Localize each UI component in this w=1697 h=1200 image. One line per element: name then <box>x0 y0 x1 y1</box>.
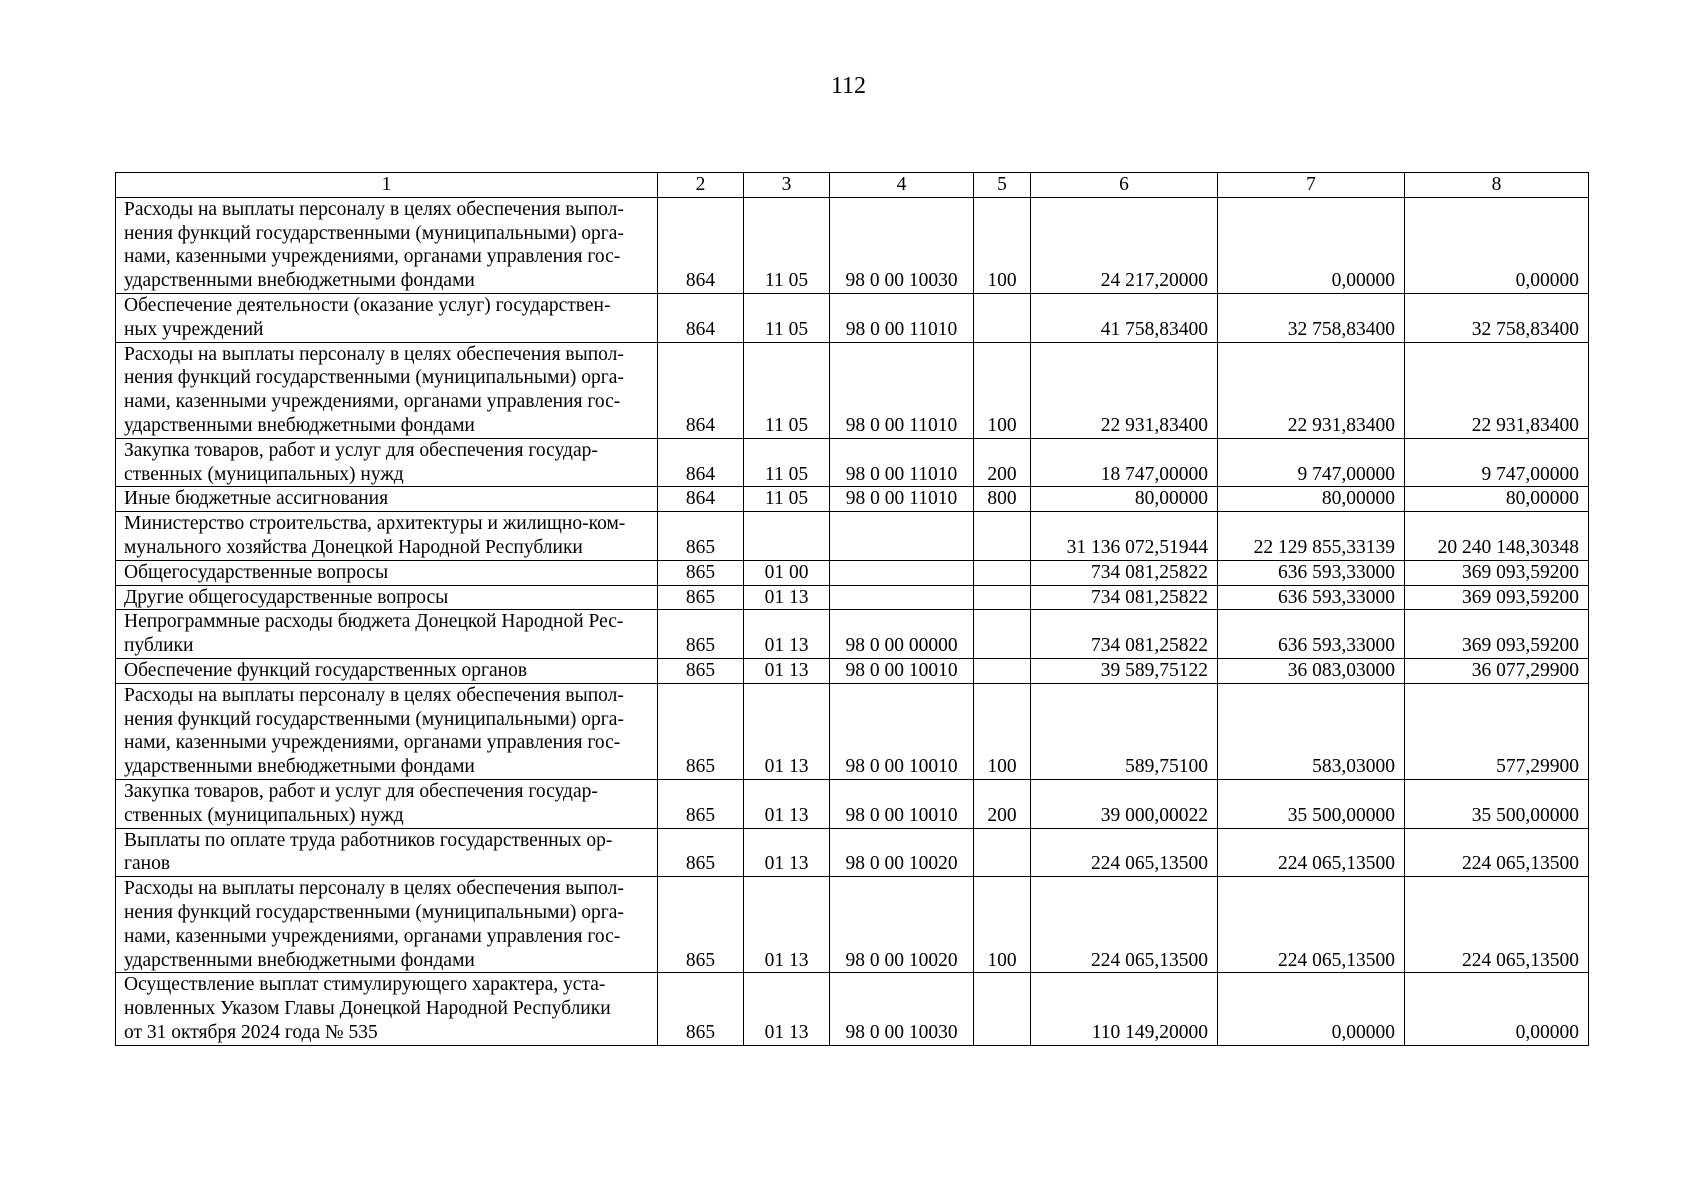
cell-col-3: 11 05 <box>744 197 830 293</box>
cell-col-6: 224 065,13500 <box>1031 877 1218 973</box>
cell-col-7: 224 065,13500 <box>1218 877 1405 973</box>
table-row <box>116 585 1589 610</box>
cell-description <box>116 585 658 610</box>
cell-col-6: 734 081,25822 <box>1031 585 1218 610</box>
cell-col-7: 22 129 855,33139 <box>1218 512 1405 561</box>
cell-col-7: 636 593,33000 <box>1218 585 1405 610</box>
cell-col-5 <box>974 560 1031 585</box>
cell-col-3: 01 13 <box>744 658 830 683</box>
description-line: ударственными внебюджетными фондами <box>124 756 475 778</box>
description-line: Обеспечение функций государственных органов <box>124 659 528 681</box>
description-line: Осуществление выплат стимулирующего характера, уста- <box>124 974 606 996</box>
cell-col-3: 11 05 <box>744 342 830 438</box>
cell-col-4: 98 0 00 10010 <box>830 683 974 779</box>
table-body <box>116 197 1589 1045</box>
cell-description <box>116 293 658 342</box>
cell-col-5: 100 <box>974 342 1031 438</box>
cell-description <box>116 342 658 438</box>
cell-col-7: 224 065,13500 <box>1218 828 1405 877</box>
cell-col-6: 22 931,83400 <box>1031 342 1218 438</box>
cell-col-2: 865 <box>658 610 744 659</box>
description-line: Непрограммные расходы бюджета Донецкой Народной Рес- <box>124 611 624 633</box>
cell-col-3: 01 00 <box>744 560 830 585</box>
cell-col-5 <box>974 585 1031 610</box>
table-row <box>116 197 1589 293</box>
description-line: ударственными внебюджетными фондами <box>124 270 475 292</box>
cell-col-4: 98 0 00 10020 <box>830 828 974 877</box>
table-row <box>116 610 1589 659</box>
description-line: нами, казенными учреждениями, органами управления гос- <box>124 925 621 947</box>
cell-col-3: 11 05 <box>744 487 830 512</box>
table-row <box>116 779 1589 828</box>
cell-description <box>116 197 658 293</box>
cell-col-7: 32 758,83400 <box>1218 293 1405 342</box>
cell-description <box>116 512 658 561</box>
cell-col-2: 865 <box>658 585 744 610</box>
cell-col-4: 98 0 00 11010 <box>830 293 974 342</box>
table-row <box>116 487 1589 512</box>
table-row <box>116 828 1589 877</box>
table-row <box>116 973 1589 1045</box>
table-row <box>116 683 1589 779</box>
cell-col-8: 0,00000 <box>1405 973 1589 1045</box>
budget-table <box>115 172 1589 1046</box>
cell-col-8: 369 093,59200 <box>1405 585 1589 610</box>
cell-col-8: 224 065,13500 <box>1405 877 1589 973</box>
description-line: нения функций государственными (муниципальными) орга- <box>124 367 624 389</box>
cell-description <box>116 828 658 877</box>
cell-col-2: 865 <box>658 512 744 561</box>
cell-col-8: 80,00000 <box>1405 487 1589 512</box>
cell-col-8: 577,29900 <box>1405 683 1589 779</box>
cell-col-6: 734 081,25822 <box>1031 560 1218 585</box>
cell-col-6: 39 589,75122 <box>1031 658 1218 683</box>
header-cell-8: 8 <box>1405 173 1589 198</box>
cell-col-2: 864 <box>658 197 744 293</box>
cell-col-2: 864 <box>658 487 744 512</box>
cell-col-7: 636 593,33000 <box>1218 560 1405 585</box>
cell-col-6: 589,75100 <box>1031 683 1218 779</box>
description-line: Расходы на выплаты персоналу в целях обеспечения выпол- <box>124 684 624 706</box>
cell-col-3: 11 05 <box>744 293 830 342</box>
cell-col-4: 98 0 00 10020 <box>830 877 974 973</box>
description-line: ударственными внебюджетными фондами <box>124 414 475 436</box>
cell-description <box>116 610 658 659</box>
cell-col-7: 35 500,00000 <box>1218 779 1405 828</box>
cell-col-8: 36 077,29900 <box>1405 658 1589 683</box>
cell-col-5 <box>974 610 1031 659</box>
cell-description <box>116 877 658 973</box>
header-cell-1: 1 <box>116 173 658 198</box>
cell-col-5: 200 <box>974 779 1031 828</box>
cell-col-8: 35 500,00000 <box>1405 779 1589 828</box>
cell-col-8: 369 093,59200 <box>1405 560 1589 585</box>
description-line: Обеспечение деятельности (оказание услуг) государствен- <box>124 294 611 316</box>
cell-col-7: 0,00000 <box>1218 197 1405 293</box>
cell-description <box>116 683 658 779</box>
cell-col-5: 800 <box>974 487 1031 512</box>
cell-col-5 <box>974 973 1031 1045</box>
cell-col-8: 20 240 148,30348 <box>1405 512 1589 561</box>
cell-col-4: 98 0 00 10030 <box>830 973 974 1045</box>
cell-col-3: 01 13 <box>744 877 830 973</box>
table-row <box>116 342 1589 438</box>
cell-col-8: 32 758,83400 <box>1405 293 1589 342</box>
cell-col-2: 865 <box>658 973 744 1045</box>
description-line: Расходы на выплаты персоналу в целях обеспечения выпол- <box>124 878 624 900</box>
cell-col-2: 865 <box>658 828 744 877</box>
cell-col-8: 224 065,13500 <box>1405 828 1589 877</box>
cell-col-5 <box>974 828 1031 877</box>
header-cell-3: 3 <box>744 173 830 198</box>
cell-col-7: 636 593,33000 <box>1218 610 1405 659</box>
cell-col-6: 110 149,20000 <box>1031 973 1218 1045</box>
description-line: Другие общегосударственные вопросы <box>124 586 449 608</box>
table-row <box>116 658 1589 683</box>
cell-col-2: 865 <box>658 560 744 585</box>
cell-col-3: 11 05 <box>744 438 830 487</box>
cell-description <box>116 973 658 1045</box>
cell-col-6: 31 136 072,51944 <box>1031 512 1218 561</box>
cell-col-2: 865 <box>658 658 744 683</box>
cell-col-2: 865 <box>658 877 744 973</box>
description-line: ственных (муниципальных) нужд <box>124 804 404 826</box>
cell-col-8: 22 931,83400 <box>1405 342 1589 438</box>
cell-col-3: 01 13 <box>744 610 830 659</box>
cell-col-6: 41 758,83400 <box>1031 293 1218 342</box>
cell-col-6: 18 747,00000 <box>1031 438 1218 487</box>
cell-col-5: 200 <box>974 438 1031 487</box>
cell-col-4: 98 0 00 10010 <box>830 779 974 828</box>
description-line: нения функций государственными (муниципальными) орга- <box>124 901 624 923</box>
description-line: от 31 октября 2024 года № 535 <box>124 1021 378 1043</box>
cell-col-2: 864 <box>658 438 744 487</box>
cell-col-6: 24 217,20000 <box>1031 197 1218 293</box>
cell-col-5 <box>974 293 1031 342</box>
header-cell-5: 5 <box>974 173 1031 198</box>
cell-col-2: 865 <box>658 683 744 779</box>
cell-col-3: 01 13 <box>744 683 830 779</box>
cell-col-6: 734 081,25822 <box>1031 610 1218 659</box>
cell-col-6: 224 065,13500 <box>1031 828 1218 877</box>
table-row <box>116 293 1589 342</box>
description-line: Расходы на выплаты персоналу в целях обеспечения выпол- <box>124 343 624 365</box>
cell-description <box>116 560 658 585</box>
table-header-row <box>116 173 1589 198</box>
cell-col-2: 864 <box>658 342 744 438</box>
cell-description <box>116 438 658 487</box>
description-line: нения функций государственными (муниципальными) орга- <box>124 222 624 244</box>
cell-col-7: 9 747,00000 <box>1218 438 1405 487</box>
cell-col-6: 39 000,00022 <box>1031 779 1218 828</box>
cell-col-4 <box>830 585 974 610</box>
cell-col-7: 80,00000 <box>1218 487 1405 512</box>
cell-col-2: 865 <box>658 779 744 828</box>
description-line: Министерство строительства, архитектуры и жилищно-ком- <box>124 513 626 535</box>
cell-col-7: 22 931,83400 <box>1218 342 1405 438</box>
header-cell-7: 7 <box>1218 173 1405 198</box>
cell-col-3: 01 13 <box>744 585 830 610</box>
cell-col-5: 100 <box>974 197 1031 293</box>
table-row <box>116 512 1589 561</box>
cell-col-3: 01 13 <box>744 828 830 877</box>
cell-col-4: 98 0 00 11010 <box>830 487 974 512</box>
description-line: нения функций государственными (муниципальными) орга- <box>124 708 624 730</box>
description-line: ударственными внебюджетными фондами <box>124 949 475 971</box>
description-line: Расходы на выплаты персоналу в целях обеспечения выпол- <box>124 198 624 220</box>
description-line: новленных Указом Главы Донецкой Народной Республики <box>124 998 611 1020</box>
header-cell-4: 4 <box>830 173 974 198</box>
cell-col-8: 0,00000 <box>1405 197 1589 293</box>
cell-col-7: 36 083,03000 <box>1218 658 1405 683</box>
description-line: Иные бюджетные ассигнования <box>124 488 389 510</box>
description-line: ганов <box>124 853 171 875</box>
header-cell-2: 2 <box>658 173 744 198</box>
cell-col-4: 98 0 00 00000 <box>830 610 974 659</box>
cell-description <box>116 658 658 683</box>
cell-col-7: 583,03000 <box>1218 683 1405 779</box>
description-line: ных учреждений <box>124 318 264 340</box>
cell-col-4 <box>830 512 974 561</box>
cell-col-3: 01 13 <box>744 973 830 1045</box>
description-line: Закупка товаров, работ и услуг для обеспечения государ- <box>124 439 598 461</box>
cell-col-2: 864 <box>658 293 744 342</box>
description-line: Закупка товаров, работ и услуг для обеспечения государ- <box>124 780 598 802</box>
table-row <box>116 877 1589 973</box>
cell-col-4: 98 0 00 11010 <box>830 342 974 438</box>
page-number: 112 <box>830 73 867 99</box>
cell-col-4: 98 0 00 11010 <box>830 438 974 487</box>
cell-col-8: 369 093,59200 <box>1405 610 1589 659</box>
cell-col-8: 9 747,00000 <box>1405 438 1589 487</box>
cell-col-4 <box>830 560 974 585</box>
cell-col-5: 100 <box>974 877 1031 973</box>
cell-col-5 <box>974 512 1031 561</box>
cell-col-7: 0,00000 <box>1218 973 1405 1045</box>
cell-col-6: 80,00000 <box>1031 487 1218 512</box>
description-line: нами, казенными учреждениями, органами управления гос- <box>124 246 621 268</box>
cell-col-5 <box>974 658 1031 683</box>
cell-col-4: 98 0 00 10030 <box>830 197 974 293</box>
description-line: Общегосударственные вопросы <box>124 561 389 583</box>
cell-description <box>116 487 658 512</box>
table-row <box>116 438 1589 487</box>
cell-col-3 <box>744 512 830 561</box>
cell-col-4: 98 0 00 10010 <box>830 658 974 683</box>
table-row <box>116 560 1589 585</box>
cell-col-5: 100 <box>974 683 1031 779</box>
description-line: нами, казенными учреждениями, органами управления гос- <box>124 732 621 754</box>
cell-col-3: 01 13 <box>744 779 830 828</box>
description-line: публики <box>124 635 194 657</box>
description-line: Выплаты по оплате труда работников государственных ор- <box>124 829 613 851</box>
description-line: мунального хозяйства Донецкой Народной Республики <box>124 536 583 558</box>
description-line: нами, казенными учреждениями, органами управления гос- <box>124 391 621 413</box>
header-cell-6: 6 <box>1031 173 1218 198</box>
description-line: ственных (муниципальных) нужд <box>124 463 404 485</box>
cell-description <box>116 779 658 828</box>
